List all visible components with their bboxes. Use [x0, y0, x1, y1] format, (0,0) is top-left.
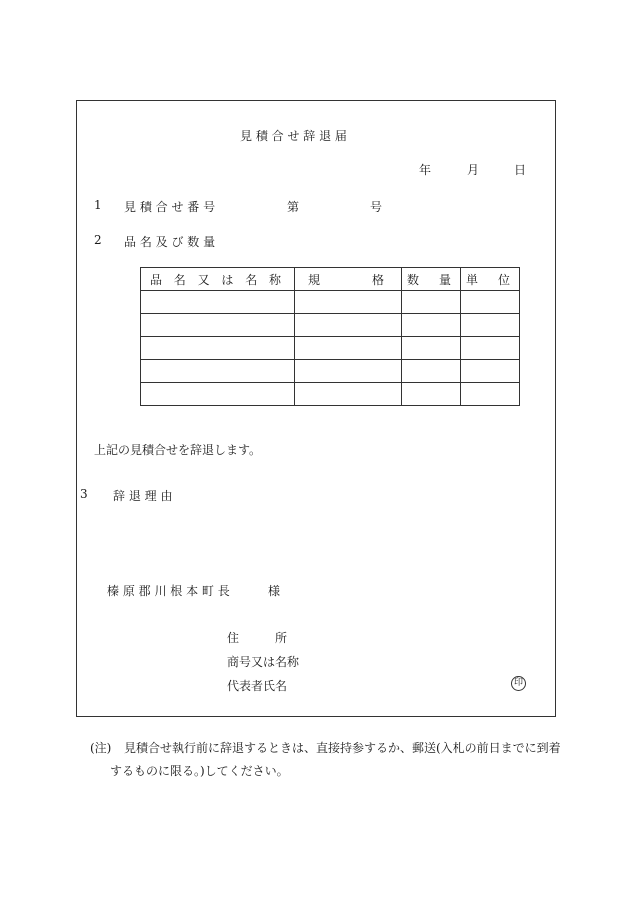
table-cell[interactable] [402, 314, 461, 337]
table-cell[interactable] [295, 337, 402, 360]
table-cell[interactable] [461, 314, 520, 337]
form-title: 見 積 合 せ 辞 退 届 [240, 129, 347, 143]
seal-icon: 印 [511, 676, 526, 691]
table-header-row [141, 268, 520, 291]
note-line-1: 見積合せ執行前に辞退するときは、直接持参するか、郵送(入札の前日までに到着 [124, 741, 561, 755]
table-cell[interactable] [461, 337, 520, 360]
representative-label: 代表者氏名 [227, 679, 288, 693]
table-cell[interactable] [295, 383, 402, 406]
form-frame [76, 100, 556, 717]
table-cell[interactable] [402, 360, 461, 383]
note-marker: (注) [90, 741, 112, 755]
address-label: 住 所 [227, 631, 288, 645]
note-line-2: するものに限る。)してください。 [110, 764, 289, 778]
table-cell[interactable] [461, 360, 520, 383]
table-cell[interactable] [141, 360, 295, 383]
table-cell[interactable] [402, 337, 461, 360]
table-cell[interactable] [141, 337, 295, 360]
items-table [140, 267, 520, 406]
item1-number: 1 [94, 198, 102, 212]
table-row [141, 360, 520, 383]
header-quantity: 数 量 [402, 268, 461, 291]
table-cell[interactable] [402, 291, 461, 314]
header-unit: 単 位 [461, 268, 520, 291]
table-row [141, 383, 520, 406]
table-cell[interactable] [461, 291, 520, 314]
table-row [141, 337, 520, 360]
table-cell[interactable] [402, 383, 461, 406]
header-item-name: 品 名 又 は 名 称 [141, 268, 295, 291]
item2-label: 品 名 及 び 数 量 [124, 235, 216, 249]
date-year-label: 年 [419, 163, 432, 177]
table-cell[interactable] [141, 383, 295, 406]
item2-number: 2 [94, 233, 102, 247]
declination-statement: 上記の見積合せを辞退します。 [94, 443, 262, 457]
item3-label: 辞 退 理 由 [113, 489, 173, 503]
table-cell[interactable] [141, 291, 295, 314]
company-name-label: 商号又は名称 [227, 655, 300, 669]
item1-go: 号 [370, 200, 383, 214]
addressee-suffix: 様 [268, 584, 281, 598]
item1-label: 見 積 合 せ 番 号 [124, 200, 216, 214]
table-row [141, 314, 520, 337]
table-cell[interactable] [461, 383, 520, 406]
table-cell[interactable] [141, 314, 295, 337]
table-cell[interactable] [295, 314, 402, 337]
table-cell[interactable] [295, 360, 402, 383]
item3-number: 3 [80, 487, 88, 501]
date-day-label: 日 [514, 163, 527, 177]
item1-dai: 第 [287, 200, 300, 214]
addressee-name: 榛 原 郡 川 根 本 町 長 [107, 584, 230, 598]
header-spec: 規 格 [295, 268, 402, 291]
date-month-label: 月 [467, 163, 480, 177]
table-cell[interactable] [295, 291, 402, 314]
table-row [141, 291, 520, 314]
